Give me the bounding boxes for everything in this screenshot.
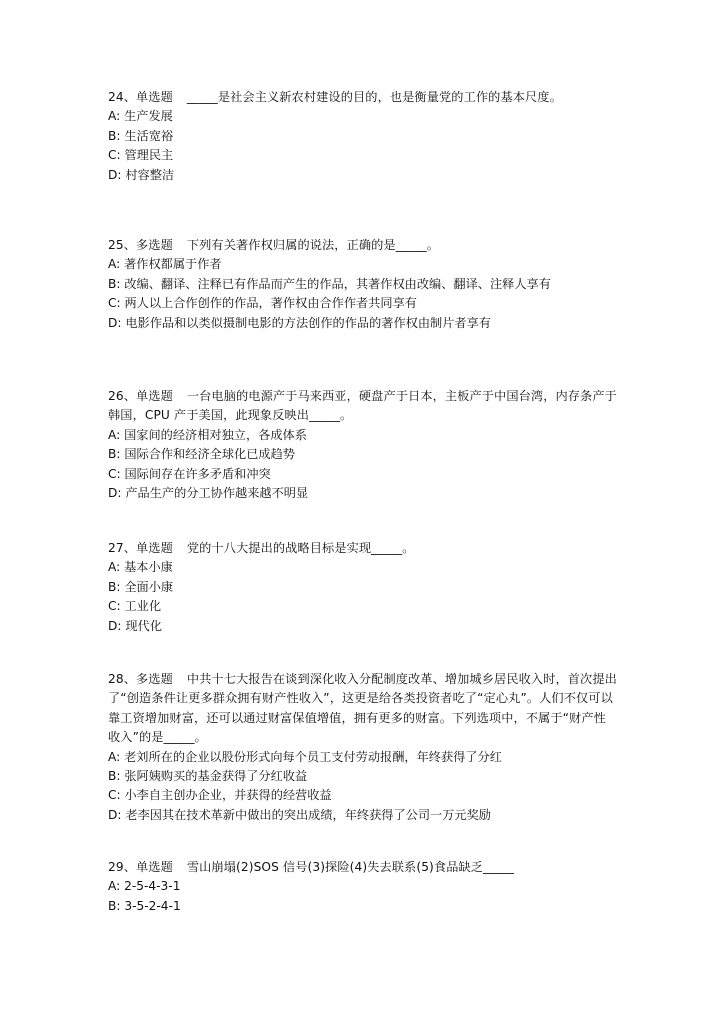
question-number: 27、单选题 <box>108 541 173 555</box>
option-b: B: 3-5-2-4-1 <box>108 898 181 913</box>
option-a: A: 基本小康 <box>108 560 173 575</box>
question-number: 29、单选题 <box>108 860 173 874</box>
option-c: C: 工业化 <box>108 599 162 614</box>
question-text: 一台电脑的电源产于马来西亚，硬盘产于日本，主板产于中国台湾，内存条产于韩国，CPU 产于美国，此现象反映出_____。 <box>108 389 617 423</box>
question-29 <box>108 858 618 916</box>
question-text: 党的十八大提出的战略目标是实现_____。 <box>186 541 415 555</box>
option-a: A: 著作权都属于作者 <box>108 257 222 272</box>
option-c: C: 两人以上合作创作的作品，著作权由合作作者共同享有 <box>108 296 417 311</box>
option-d: D: 产品生产的分工协作越来越不明显 <box>108 486 309 501</box>
question-number: 25、多选题 <box>108 238 173 252</box>
option-c: C: 管理民主 <box>108 148 174 163</box>
question-stem <box>108 88 618 107</box>
question-number: 24、单选题 <box>108 90 173 104</box>
question-stem <box>108 387 618 426</box>
option-a: A: 生产发展 <box>108 109 173 124</box>
option-a: A: 老刘所在的企业以股份形式向每个员工支付劳动报酬，年终获得了分红 <box>108 749 502 764</box>
question-stem <box>108 858 618 877</box>
question-stem <box>108 539 618 558</box>
question-text: _____是社会主义新农村建设的目的，也是衡量党的工作的基本尺度。 <box>186 90 562 104</box>
question-27 <box>108 539 618 636</box>
option-b: B: 张阿姨购买的基金获得了分红收益 <box>108 769 308 784</box>
option-c: C: 小李自主创办企业，并获得的经营收益 <box>108 788 332 803</box>
question-24 <box>108 88 618 185</box>
option-b: B: 改编、翻译、注释已有作品而产生的作品，其著作权由改编、翻译、注释人享有 <box>108 276 551 291</box>
question-stem <box>108 236 618 255</box>
question-number: 28、多选题 <box>108 672 173 686</box>
option-a: A: 2-5-4-3-1 <box>108 879 181 894</box>
option-d: D: 老李因其在技术革新中做出的突出成绩，年终获得了公司一万元奖励 <box>108 807 491 822</box>
option-d: D: 电影作品和以类似摄制电影的方法创作的作品的著作权由制片者享有 <box>108 315 491 330</box>
question-text: 下列有关著作权归属的说法，正确的是_____。 <box>186 238 440 252</box>
question-26 <box>108 387 618 503</box>
option-b: B: 国际合作和经济全球化已成趋势 <box>108 447 295 462</box>
option-d: D: 现代化 <box>108 618 162 633</box>
question-text: 中共十七大报告在谈到深化收入分配制度改革、增加城乡居民收入时，首次提出了“创造条件让更多群众拥有财产性收入”，这更是给各类投资者吃了“定心丸”。人们不仅可以靠工资增加财富，还可以通过财富保值增值，拥有更多的财富。下列选项中，不属于“财产性收入”的是_____。 <box>108 672 617 745</box>
option-b: B: 生活宽裕 <box>108 128 174 143</box>
question-number: 26、单选题 <box>108 389 173 403</box>
question-28 <box>108 670 618 825</box>
option-a: A: 国家间的经济相对独立，各成体系 <box>108 427 307 442</box>
question-text: 雪山崩塌(2)SOS 信号(3)探险(4)失去联系(5)食品缺乏_____ <box>186 860 515 874</box>
option-b: B: 全面小康 <box>108 579 174 594</box>
question-25 <box>108 236 618 333</box>
question-stem <box>108 670 618 748</box>
option-d: D: 村容整洁 <box>108 167 175 182</box>
option-c: C: 国际间存在许多矛盾和冲突 <box>108 466 271 481</box>
